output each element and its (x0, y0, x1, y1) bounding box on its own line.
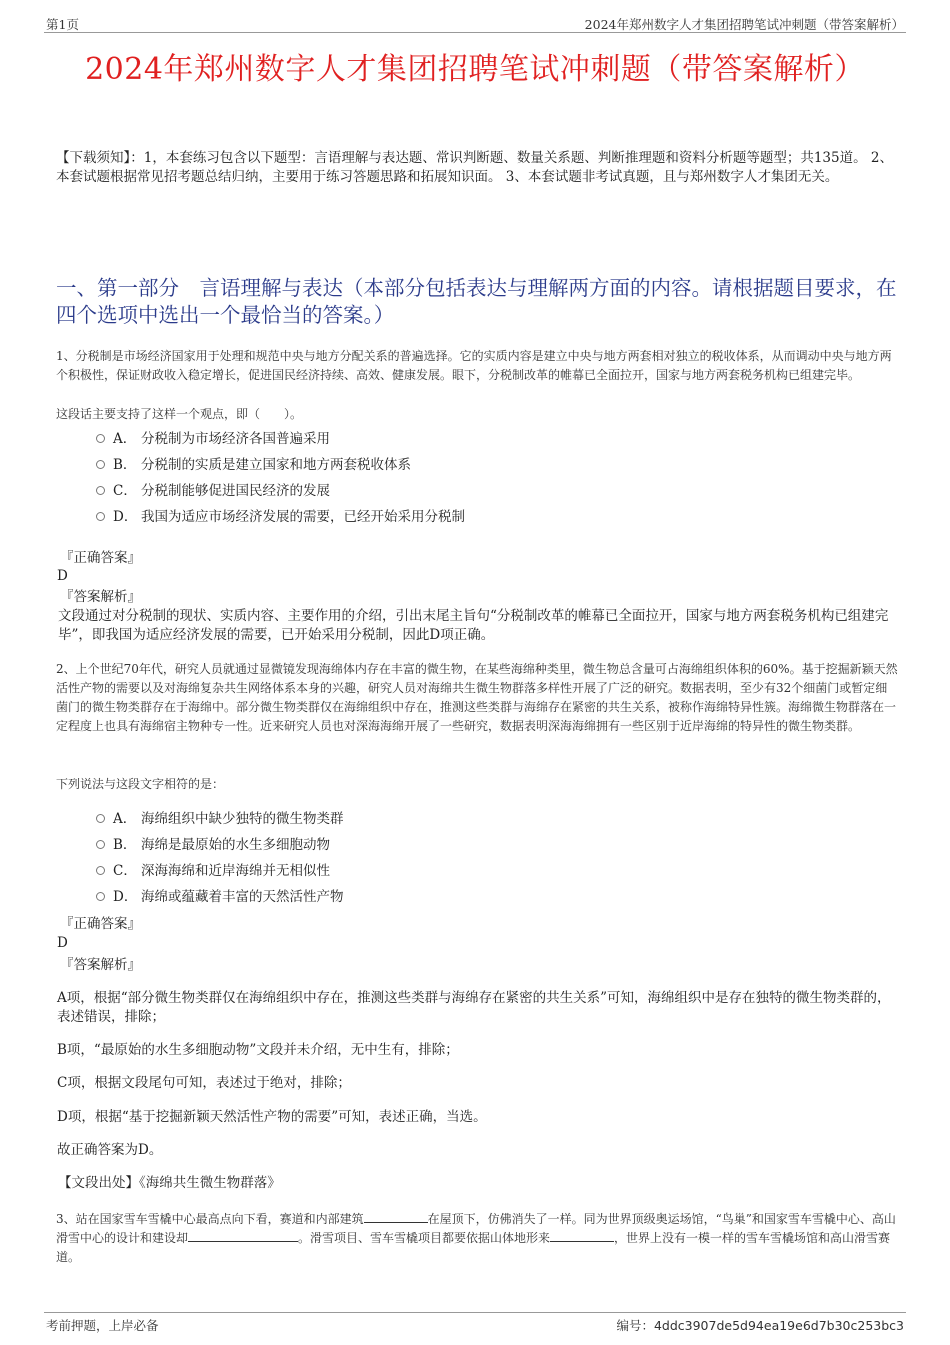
q2-source-title: 《海绵共生微生物群落》 (139, 1175, 281, 1191)
q2-option-a[interactable]: A． 海绵组织中缺少独特的微生物类群 (96, 809, 344, 829)
q1-option-d[interactable]: D． 我国为适应市场经济发展的需要，已经开始采用分税制 (96, 507, 465, 527)
q1-option-c[interactable]: C． 分税制能够促进国民经济的发展 (96, 481, 330, 501)
q2-option-c[interactable]: C． 深海海绵和近岸海绵并无相似性 (96, 861, 330, 881)
q1-answer: D (57, 568, 68, 584)
radio-icon[interactable] (96, 486, 105, 495)
header-doc-title: 2024年郑州数字人才集团招聘笔试冲刺题（带答案解析） (584, 17, 904, 32)
q3-stem: 3、站在国家雪车雪橇中心最高点向下看，赛道和内部建筑 在屋顶下，仿佛消失了一样。同为世界顶级奥运场馆，“鸟巢”和国家雪车雪橇中心、高山滑雪中心的设计和建设却 。滑雪项目、雪车雪橇项目都要依据山体地形来 ，世界上没有一模一样的雪车雪橇场馆和高山滑雪赛道。 (56, 1212, 896, 1264)
page-header (44, 14, 906, 33)
q2-prompt: 下列说法与这段文字相符的是： (56, 777, 225, 791)
q3-blank-2[interactable] (188, 1229, 298, 1242)
radio-icon[interactable] (96, 434, 105, 443)
q1-analysis: 文段通过对分税制的现状、实质内容、主要作用的介绍，引出末尾主旨句“分税制改革的帷幕已全面拉开，国家与地方两套税务机构已组建完毕”，即我国为适应经济发展的需要，已开始采用分税制，因此D项正确。 (58, 608, 889, 643)
q2-conclusion: 故正确答案为D。 (57, 1142, 163, 1158)
radio-icon[interactable] (96, 460, 105, 469)
q1-option-b[interactable]: B． 分税制的实质是建立国家和地方两套税收体系 (96, 455, 411, 475)
radio-icon[interactable] (96, 814, 105, 823)
q1-prompt: 这段话主要支持了这样一个观点，即（ ）。 (56, 407, 303, 421)
page-number: 第1页 (46, 17, 79, 32)
radio-icon[interactable] (96, 892, 105, 901)
q3-blank-1[interactable] (364, 1210, 428, 1223)
q2-option-b[interactable]: B． 海绵是最原始的水生多细胞动物 (96, 835, 330, 855)
q2-answer: D (57, 935, 68, 951)
q2-source (58, 1174, 898, 1193)
page-footer (44, 1312, 906, 1333)
radio-icon[interactable] (96, 512, 105, 521)
footer-slogan: 考前押题，上岸必备 (46, 1318, 159, 1333)
q3-blank-3[interactable] (550, 1229, 614, 1242)
radio-icon[interactable] (96, 866, 105, 875)
q2-option-d[interactable]: D． 海绵或蕴藏着丰富的天然活性产物 (96, 887, 344, 907)
q1-stem: 1、分税制是市场经济国家用于处理和规范中央与地方分配关系的普遍选择。它的实质内容是建立中央与地方两套相对独立的税收体系，从而调动中央与地方两个积极性，保证财政收入稳定增长，促进国民经济持续、高效、健康发展。眼下，分税制改革的帷幕已全面拉开，国家与地方两套税务机构已组建完毕。 (56, 349, 892, 382)
q2-analysis-a: A项，根据“部分微生物类群仅在海绵组织中存在，推测这些类群与海绵存在紧密的共生关系”可知，海绵组织中是存在独特的微生物类群的，表述错误，排除； (57, 990, 891, 1025)
section-heading: 一、第一部分 言语理解与表达（本部分包括表达与理解两方面的内容。请根据题目要求，在四个选项中选出一个最恰当的答案。） (56, 276, 897, 327)
q2-analysis-label: 『答案解析』 (60, 957, 141, 973)
q2-stem: 2、上个世纪70年代，研究人员就通过显微镜发现海绵体内存在丰富的微生物，在某些海绵种类里，微生物总含量可占海绵组织体积的60%。基于挖掘新颖天然活性产物的需要以及对海绵复杂共生网络体系本身的兴趣，研究人员对海绵共生微生物群落多样性开展了广泛的研究。数据表明，至少有32个细菌门或暂定细菌门的微生物类群存在于海绵中。部分微生物类群仅在海绵组织中存在，推测这些类群与海绵存在紧密的共生关系，被称作海绵特异性簇。海绵微生物群落在一定程度上也具有海绵宿主物种专一性。近来研究人员也对深海海绵开展了一些研究，数据表明深海海绵拥有一些区别于近岸海绵的特异性的微生物类群。 (56, 662, 898, 733)
download-notice: 【下载须知】：1，本套练习包含以下题型：言语理解与表达题、常识判断题、数量关系题、判断推理题和资料分析题等题型；共135道。 2、本套试题根据常见招考题总结归纳，主要用于练习答题思路和拓展知识面。 3、本套试题非考试真题，且与郑州数字人才集团无关。 (56, 150, 893, 185)
q2-source-label: 【文段出处】 (58, 1175, 139, 1191)
q1-analysis-label: 『答案解析』 (60, 589, 141, 605)
q2-analysis-b: B项，“最原始的水生多细胞动物”文段并未介绍，无中生有，排除； (57, 1042, 459, 1058)
footer-code: 编号：4ddc3907de5d94ea19e6d7b30c253bc3 (616, 1318, 904, 1333)
q2-analysis-d: D项，根据“基于挖掘新颖天然活性产物的需要”可知，表述正确，当选。 (57, 1109, 487, 1125)
radio-icon[interactable] (96, 840, 105, 849)
q1-answer-label: 『正确答案』 (60, 550, 141, 566)
q2-answer-label: 『正确答案』 (60, 916, 141, 932)
page-title: 2024年郑州数字人才集团招聘笔试冲刺题（带答案解析） (85, 52, 865, 87)
q1-option-a[interactable]: A． 分税制为市场经济各国普遍采用 (96, 429, 330, 449)
q2-analysis-c: C项，根据文段尾句可知，表述过于绝对，排除； (57, 1075, 351, 1091)
